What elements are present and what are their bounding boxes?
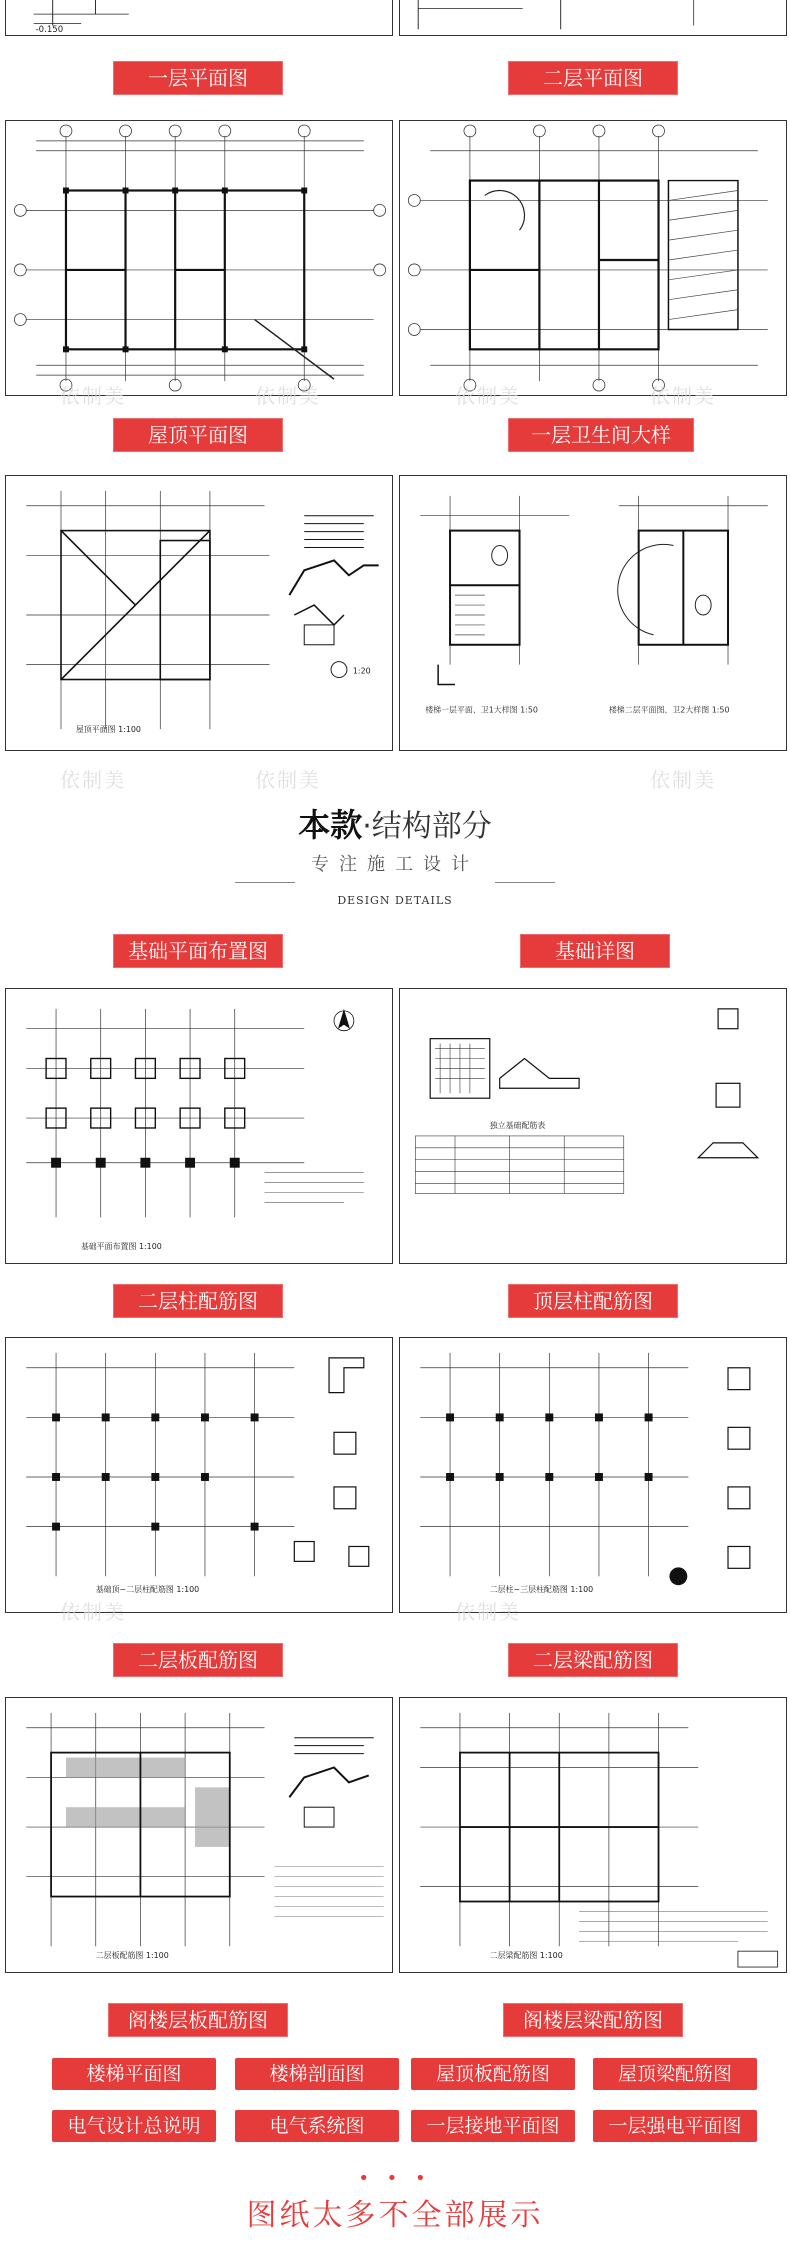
- top-drawing-right-svg: [400, 0, 786, 35]
- label-second-floor-beam: 二层梁配筋图: [508, 1643, 678, 1677]
- label-top-floor-column: 顶层柱配筋图: [508, 1284, 678, 1318]
- drawing-second-floor-beam: [399, 1697, 787, 1973]
- stair2-caption: 楼梯二层平面图、卫2大样图 1:50: [608, 705, 730, 715]
- label-attic-slab: 阁楼层板配筋图: [108, 2003, 288, 2037]
- label-roof-plan: 屋顶平面图: [113, 418, 283, 452]
- watermark-3: 依制美: [455, 384, 521, 408]
- tag-power-plan: 一层强电平面图: [593, 2110, 757, 2142]
- foundation-detail-svg: [400, 989, 786, 1263]
- tag-electrical-notes: 电气设计总说明: [52, 2110, 216, 2142]
- label-foundation-layout: 基础平面布置图: [113, 934, 283, 968]
- design-details-text: DESIGN DETAILS: [337, 894, 453, 907]
- stair1-caption: 楼梯一层平面、卫1大样图 1:50: [425, 705, 538, 715]
- foundation-caption: 基础平面布置图 1:100: [80, 1242, 162, 1252]
- section-title-rest: ·结构部分: [362, 809, 492, 844]
- foundation-table-title: 独立基础配筋表: [489, 1120, 546, 1130]
- column-2-caption: 基础顶~二层柱配筋图 1:100: [95, 1585, 200, 1595]
- drawing-top-floor-column: [399, 1337, 787, 1613]
- beam-svg: [400, 1698, 786, 1972]
- floor-plan-1-svg: [6, 121, 392, 395]
- level-mark: -0.150: [35, 25, 64, 35]
- column-top-caption: 二层柱~三层柱配筋图 1:100: [489, 1585, 594, 1595]
- watermark-2: 依制美: [255, 384, 321, 408]
- tag-electrical-system: 电气系统图: [235, 2110, 399, 2142]
- bathroom-detail-svg: [400, 476, 786, 750]
- section-title: [0, 800, 790, 846]
- detail-scale: 1:20: [352, 666, 371, 676]
- drawing-second-floor-plan: [399, 120, 787, 396]
- label-first-floor-plan: 一层平面图: [113, 61, 283, 95]
- watermark-4: 依制美: [650, 384, 716, 408]
- drawing-second-floor-column: [5, 1337, 393, 1613]
- top-drawing-left: [5, 0, 393, 36]
- footer-title: 图纸太多不全部展示: [246, 2198, 544, 2233]
- label-second-floor-plan: 二层平面图: [508, 61, 678, 95]
- footer-dots: • • •: [358, 2168, 432, 2189]
- drawing-roof-plan: [5, 475, 393, 751]
- tag-roof-slab: 屋顶板配筋图: [411, 2058, 575, 2090]
- subtitle-line-left: [235, 882, 295, 883]
- drawing-first-floor-plan: [5, 120, 393, 396]
- subtitle-line-right: [495, 882, 555, 883]
- column-top-svg: [400, 1338, 786, 1612]
- watermark-8: 依制美: [60, 1600, 126, 1624]
- watermark-9: 依制美: [455, 1600, 521, 1624]
- tag-stair-plan: 楼梯平面图: [52, 2058, 216, 2090]
- label-second-floor-column: 二层柱配筋图: [113, 1284, 283, 1318]
- drawing-foundation-detail: [399, 988, 787, 1264]
- tag-stair-section: 楼梯剖面图: [235, 2058, 399, 2090]
- label-foundation-detail: 基础详图: [520, 934, 670, 968]
- slab-svg: [6, 1698, 392, 1972]
- watermark-5: 依制美: [60, 768, 126, 792]
- tag-roof-beam: 屋顶梁配筋图: [593, 2058, 757, 2090]
- watermark-6: 依制美: [255, 768, 321, 792]
- floor-plan-2-svg: [400, 121, 786, 395]
- slab-caption: 二层板配筋图 1:100: [95, 1951, 169, 1961]
- watermark-7: 依制美: [650, 768, 716, 792]
- watermark-1: 依制美: [60, 384, 126, 408]
- drawing-bathroom-detail: [399, 475, 787, 751]
- drawing-second-floor-slab: [5, 1697, 393, 1973]
- label-attic-beam: 阁楼层梁配筋图: [503, 2003, 683, 2037]
- roof-plan-svg: [6, 476, 392, 750]
- beam-caption: 二层梁配筋图 1:100: [489, 1951, 563, 1961]
- label-second-floor-slab: 二层板配筋图: [113, 1643, 283, 1677]
- top-drawing-right: [399, 0, 787, 36]
- label-bathroom-detail: 一层卫生间大样: [508, 418, 694, 452]
- column-2-svg: [6, 1338, 392, 1612]
- drawing-foundation-layout: [5, 988, 393, 1264]
- foundation-layout-svg: [6, 989, 392, 1263]
- section-title-bold: 本款: [298, 806, 363, 844]
- roof-plan-caption: 屋顶平面图 1:100: [75, 725, 141, 735]
- tag-grounding-plan: 一层接地平面图: [411, 2110, 575, 2142]
- top-drawing-left-svg: [6, 0, 392, 35]
- section-subtitle: 专注施工设计: [311, 854, 479, 875]
